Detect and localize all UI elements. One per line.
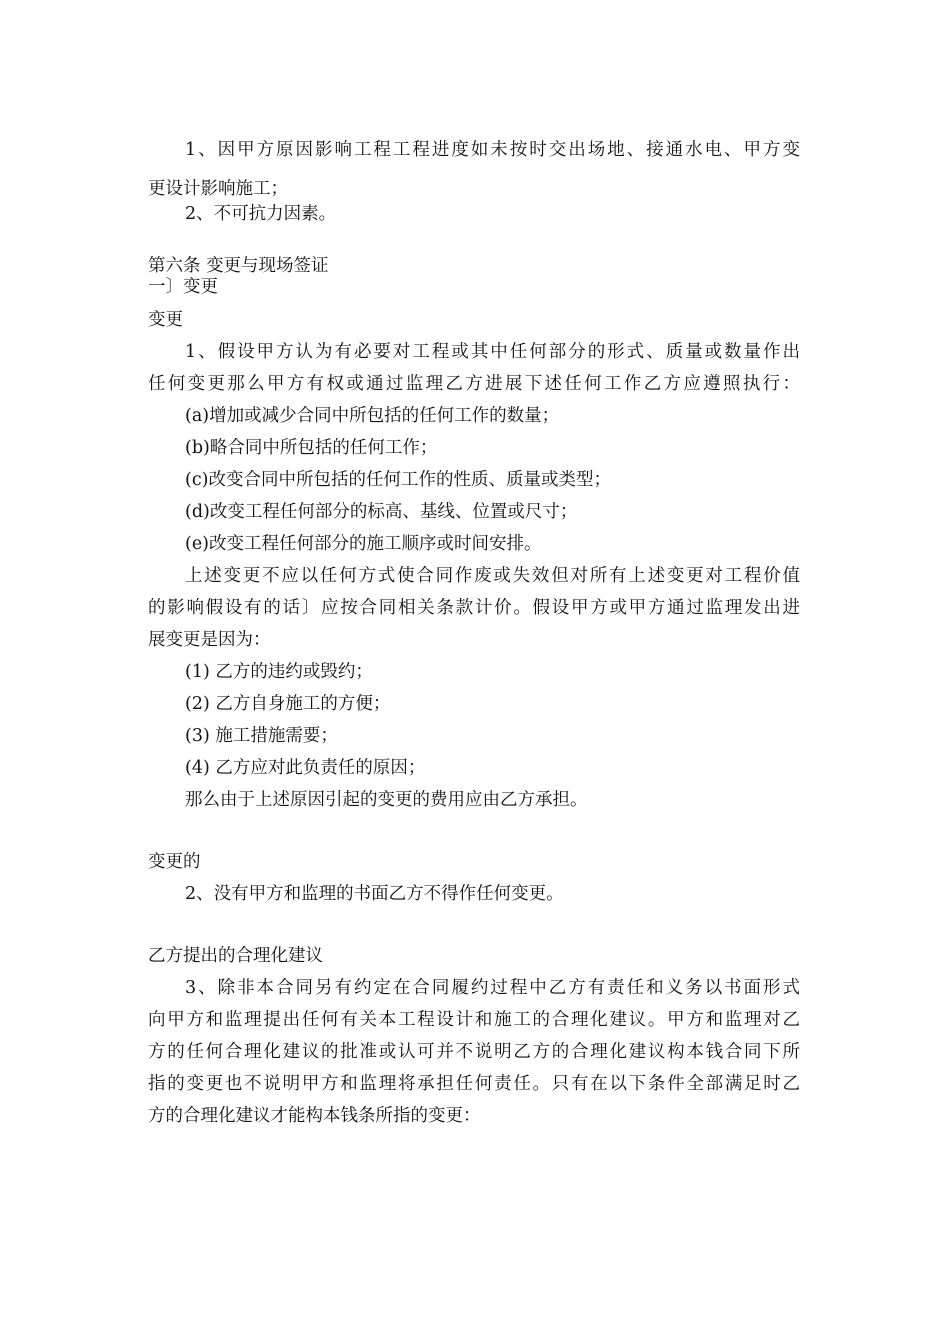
cause-item-1: (1) 乙方的违约或毁约；: [185, 662, 373, 682]
proposal-paragraph-line-5: 方的合理化建议才能构本钱条所指的变更：: [148, 1106, 481, 1126]
change-item-2: 2、没有甲方和监理的书面乙方不得作任何变更。: [185, 884, 564, 904]
change-item-1-line-2: 任何变更那么甲方有权或通过监理乙方进展下述任何工作乙方应遵照执行：: [148, 374, 800, 394]
subsection-heading-change: 一〕变更: [148, 277, 218, 297]
change-subitem-a: (a)增加或减少合同中所包括的任何工作的数量；: [185, 406, 560, 426]
section-heading-article-6: 第六条 变更与现场签证: [148, 256, 329, 276]
clause-5-item-1-line-1: 1、因甲方原因影响工程工程进度如未按时交出场地、接通水电、甲方变: [185, 140, 800, 160]
clause-5-item-1-line-2: 更设计影响施工；: [148, 179, 288, 199]
change-subitem-e: (e)改变工程任何部分的施工顺序或时间安排。: [185, 534, 542, 554]
proposal-paragraph-line-3: 方的任何合理化建议的批准或认可并不说明乙方的合理化建议构本钱合同下所: [148, 1042, 800, 1062]
change-cost-paragraph-line-3: 展变更是因为：: [148, 630, 271, 650]
change-cost-paragraph-line-1: 上述变更不应以任何方式使合同作废或失效但对所有上述变更对工程价值: [185, 566, 800, 586]
change-subitem-d: (d)改变工程任何部分的标高、基线、位置或尺寸；: [185, 502, 578, 522]
label-rationalization-proposals: 乙方提出的合理化建议: [148, 946, 323, 966]
change-subitem-c: (c)改变合同中所包括的任何工作的性质、质量或类型；: [185, 470, 611, 490]
cause-item-4: (4) 乙方应对此负责任的原因；: [185, 758, 426, 778]
cause-item-2: (2) 乙方自身施工的方便；: [185, 694, 391, 714]
clause-5-item-2: 2、不可抗力因素。: [185, 204, 337, 224]
proposal-paragraph-line-4: 指的变更也不说明甲方和监理将承担任何责任。只有在以下条件全部满足时乙: [148, 1074, 800, 1094]
change-item-1-line-1: 1、假设甲方认为有必要对工程或其中任何部分的形式、质量或数量作出: [185, 342, 800, 362]
label-change: 变更: [148, 310, 183, 330]
proposal-paragraph-line-1: 3、除非本合同另有约定在合同履约过程中乙方有责任和义务以书面形式: [185, 978, 800, 998]
change-cost-paragraph-line-2: 的影响假设有的话〕应按合同相关条款计价。假设甲方或甲方通过监理发出进: [148, 598, 800, 618]
change-subitem-b: (b)略合同中所包括的任何工作；: [185, 438, 438, 458]
cause-item-3: (3) 施工措施需要；: [185, 726, 338, 746]
proposal-paragraph-line-2: 向甲方和监理提出任何有关本工程设计和施工的合理化建议。甲方和监理对乙: [148, 1010, 800, 1030]
cost-borne-by-contractor: 那么由于上述原因引起的变更的费用应由乙方承担。: [185, 790, 588, 810]
label-change-of: 变更的: [148, 852, 201, 872]
